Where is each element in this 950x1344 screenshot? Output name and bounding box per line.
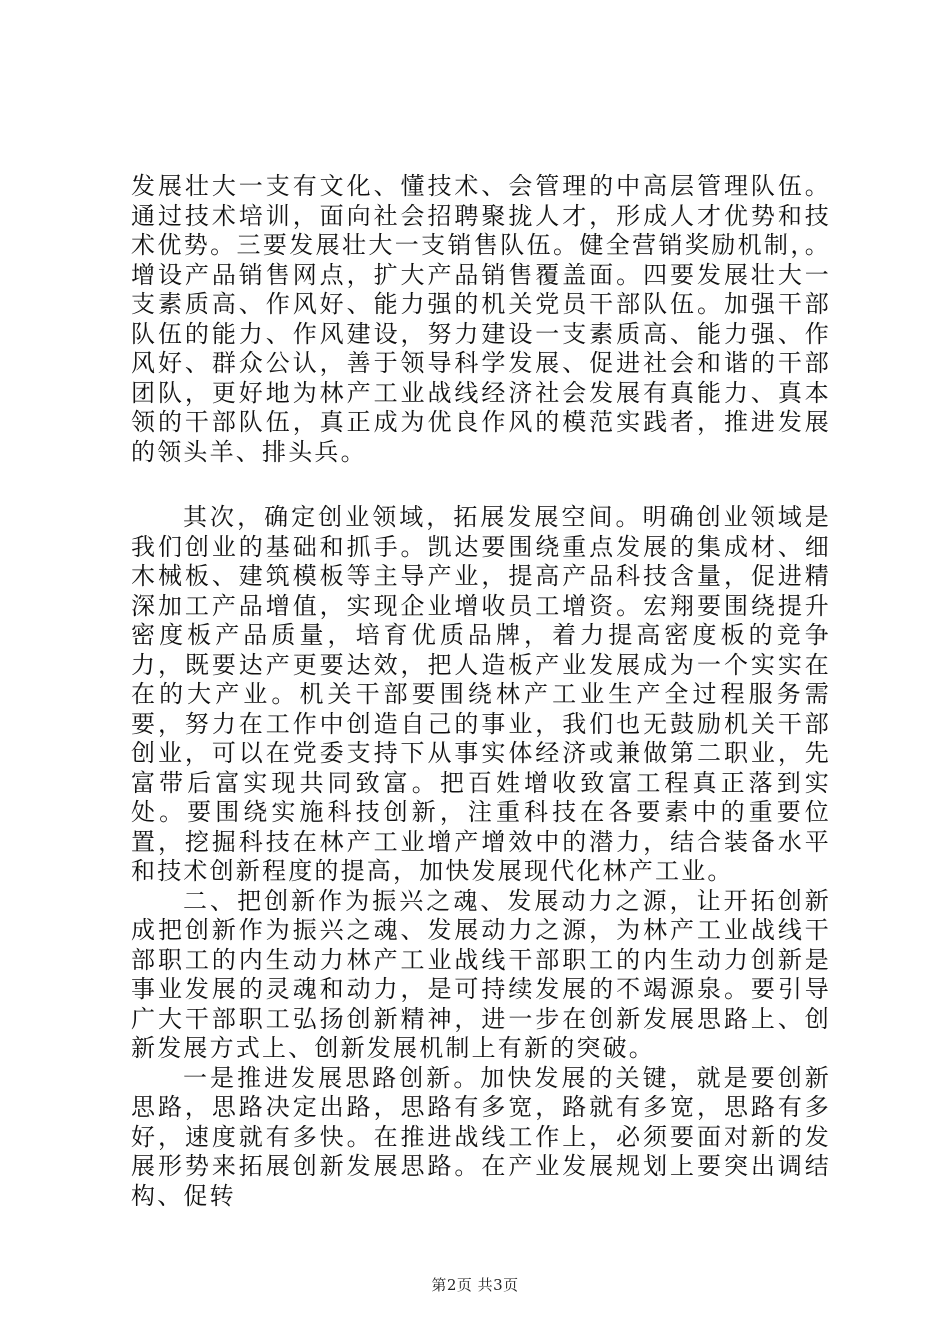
paragraph-2: 其次，确定创业领域，拓展发展空间。明确创业领域是我们创业的基础和抓手。凯达要围绕重点发展的集成材、细木械板、建筑模板等主导产业，提高产品科技含量，促进精深加工产品增值，实现企业增收员工增资。宏翔要围绕提升密度板产品质量，培育优质品牌，着力提高密度板的竞争力，既要达产更要达效，把人造板产业发展成为一个实实在在的大产业。机关干部要围绕林产工业生产全过程服务需要，努力在工作中创造自己的事业，我们也无鼓励机关干部创业，可以在党委支持下从事实体经济或兼做第二职业，先富带后富实现共同致富。把百姓增收致富工程真正落到实处。要围绕实施科技创新，注重科技在各要素中的重要位置，挖掘科技在林产工业增产增效中的潜力，结合装备水平和技术创新程度的提高，加快发展现代化林产工业。 bbox=[131, 503, 831, 885]
paragraph-1: 发展壮大一支有文化、懂技术、会管理的中高层管理队伍。通过技术培训，面向社会招聘聚拢人才，形成人才优势和技术优势。三要发展壮大一支销售队伍。健全营销奖励机制，。增设产品销售网点，扩大产品销售覆盖面。四要发展壮大一支素质高、作风好、能力强的机关党员干部队伍。加强干部队伍的能力、作风建设，努力建设一支素质高、能力强、作风好、群众公认，善于领导科学发展、促进社会和谐的干部团队，更好地为林产工业战线经济社会发展有真能力、真本领的干部队伍，真正成为优良作风的模范实践者，推进发展的领头羊、排头兵。 bbox=[131, 172, 831, 466]
paragraph-3: 二、把创新作为振兴之魂、发展动力之源，让开拓创新成把创新作为振兴之魂、发展动力之源，为林产工业战线干部职工的内生动力林产工业战线干部职工的内生动力创新是事业发展的灵魂和动力，是可持续发展的不竭源泉。要引导广大干部职工弘扬创新精神，进一步在创新发展思路上、创新发展方式上、创新发展机制上有新的突破。 bbox=[131, 886, 831, 1062]
document-body bbox=[131, 172, 831, 1211]
paragraph-4: 一是推进发展思路创新。加快发展的关键，就是要创新思路，思路决定出路，思路有多宽，路就有多宽，思路有多好，速度就有多快。在推进战线工作上，必须要面对新的发展形势来拓展创新发展思路。在产业发展规划上要突出调结构、促转 bbox=[131, 1063, 831, 1210]
page-footer: 第2页 共3页 bbox=[431, 1276, 519, 1294]
